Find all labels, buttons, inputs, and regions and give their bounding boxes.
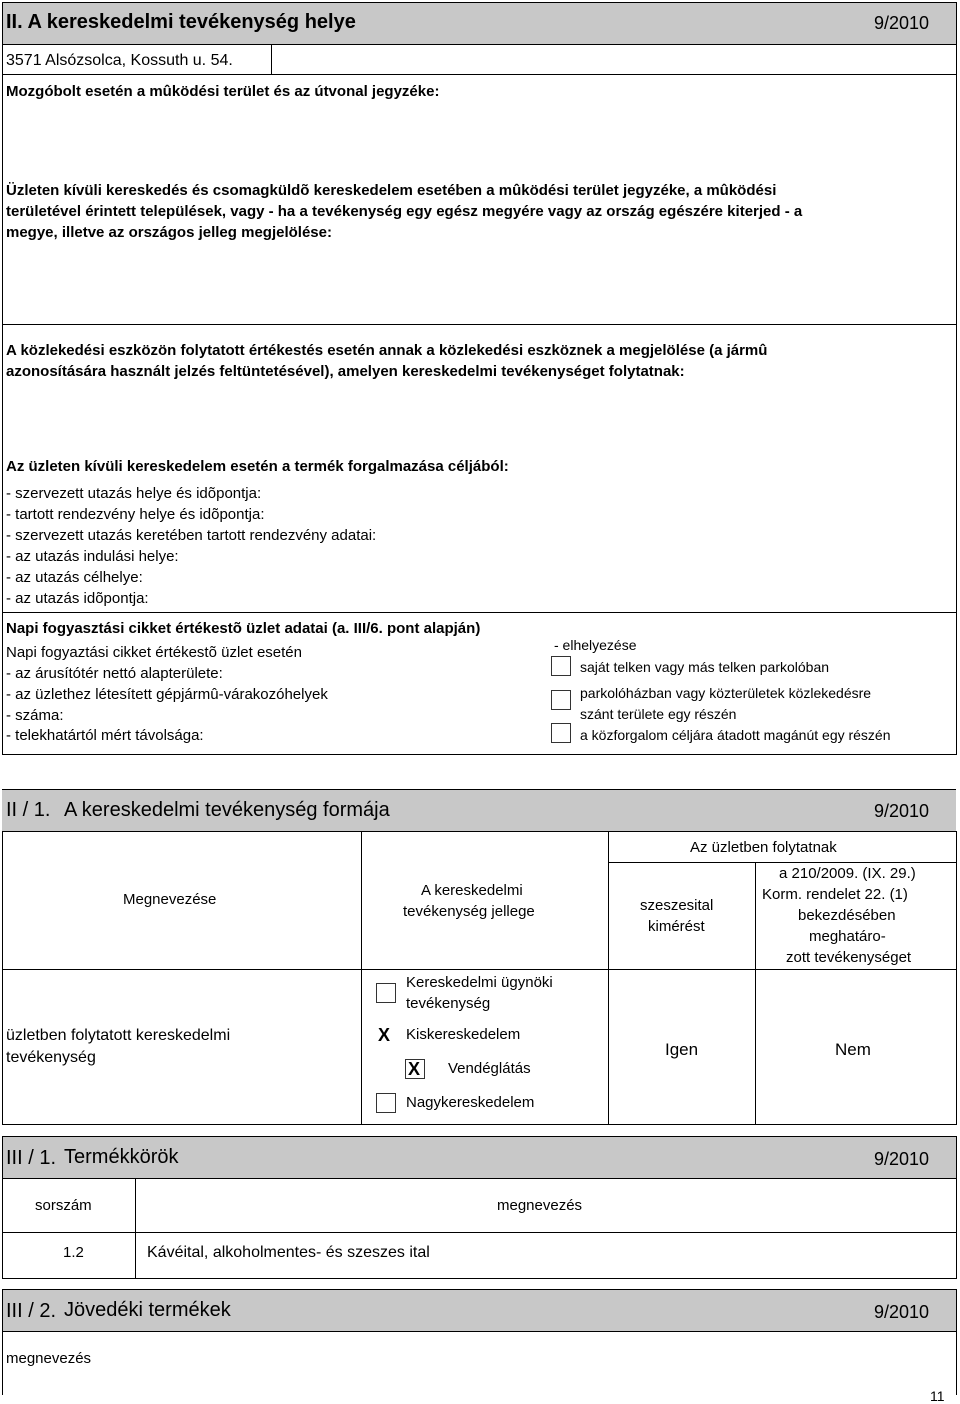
vehicle-line1: A közlekedési eszközön folytatott értékestés esetén annak a közlekedési eszköznek a megjelölése (a jármû xyxy=(6,342,768,359)
col-szeszesital-line1: szeszesital xyxy=(640,897,714,914)
section-31-date: 9/2010 xyxy=(874,1149,930,1169)
promo-item: - az utazás célhelye: xyxy=(6,569,143,586)
napi-item: - száma: xyxy=(6,707,64,724)
col-szeszesital-line2: kimérést xyxy=(648,918,705,935)
col-megnevezes: megnevezés xyxy=(497,1197,583,1214)
napi-item: - az árusítótér nettó alapterülete: xyxy=(6,665,223,682)
type-kisker-checkbox[interactable] xyxy=(376,1025,396,1045)
col-rendelet-line2: Korm. rendelet 22. (1) xyxy=(762,886,908,903)
option-own-plot-label: saját telken vagy más telken parkolóban xyxy=(580,659,830,675)
option-garage-label2: szánt területe egy részén xyxy=(580,706,737,722)
row-name-line2: tevékenység xyxy=(6,1049,96,1066)
promo-item: - tartott rendezvény helye és idõpontja: xyxy=(6,506,265,523)
col-rendelet-line1: a 210/2009. (IX. 29.) xyxy=(779,865,916,882)
section-21-date: 9/2010 xyxy=(874,801,930,821)
col-uzletben-folytatnak: Az üzletben folytatnak xyxy=(690,839,837,856)
promo-item: - szervezett utazás helye és idõpontja: xyxy=(6,485,262,502)
promo-item: - szervezett utazás keretében tartott rendezvény adatai: xyxy=(6,527,377,544)
option-garage-checkbox[interactable] xyxy=(551,690,571,710)
col-jelleg-line2: tevékenység jellege xyxy=(403,903,535,920)
x-mark: X xyxy=(408,1059,421,1079)
section-21-number: II / 1. xyxy=(6,799,51,821)
section-2-date: 9/2010 xyxy=(874,13,930,33)
mobile-label: Mozgóbolt esetén a mûködési terület és az útvonal jegyzéke: xyxy=(6,83,440,100)
section-32-title: Jövedéki termékek xyxy=(64,1299,231,1321)
type-nagyker-checkbox[interactable] xyxy=(376,1093,396,1113)
col-megnevezese: Megnevezése xyxy=(123,891,217,908)
option-own-plot-checkbox[interactable] xyxy=(551,656,571,676)
napi-item: - az üzlethez létesített gépjármû-várakozóhelyek xyxy=(6,686,328,703)
section-31-title: Termékkörök xyxy=(64,1146,179,1168)
type-ugynoki-line1: Kereskedelmi ügynöki xyxy=(406,974,553,991)
rendelet-value: Nem xyxy=(835,1040,871,1059)
section-31-number: III / 1. xyxy=(6,1147,57,1169)
col-rendelet-line5: zott tevékenységet xyxy=(786,949,912,966)
section-21-title: A kereskedelmi tevékenység formája xyxy=(64,799,390,821)
napi-item: - telekhatártól mért távolsága: xyxy=(6,727,204,744)
table-row-name: Kávéital, alkoholmentes- és szeszes ital xyxy=(147,1244,430,1261)
section-2-title: II. A kereskedelmi tevékenység helye xyxy=(6,11,356,33)
row-name-line1: üzletben folytatott kereskedelmi xyxy=(6,1027,231,1044)
address: 3571 Alsózsolca, Kossuth u. 54. xyxy=(6,52,233,69)
napi-title: Napi fogyasztási cikket értékestõ üzlet adatai (a. III/6. pont alapján) xyxy=(6,620,481,637)
col-megnevezes: megnevezés xyxy=(6,1350,92,1367)
type-vendeglatas-checkbox[interactable] xyxy=(405,1059,425,1079)
type-vendeglatas-label: Vendéglátás xyxy=(448,1060,531,1077)
col-rendelet-line4: meghatáro- xyxy=(809,928,886,945)
outside-trade-line3: megye, illetve az országos jelleg megjelölése: xyxy=(6,224,332,241)
type-ugynoki-checkbox[interactable] xyxy=(376,983,396,1003)
outside-trade-line1: Üzleten kívüli kereskedés és csomagküldõ kereskedelem esetében a mûködési terület jegyzéke, a mûködési xyxy=(6,182,777,199)
option-private-road-checkbox[interactable] xyxy=(551,723,571,743)
promo-item: - az utazás indulási helye: xyxy=(6,548,179,565)
type-kisker-label: Kiskereskedelem xyxy=(406,1026,521,1043)
section-32-number: III / 2. xyxy=(6,1300,57,1322)
col-sorszam: sorszám xyxy=(35,1197,92,1214)
szeszesital-value: Igen xyxy=(665,1040,699,1059)
option-garage-label1: parkolóházban vagy közterületek közlekedésre xyxy=(580,685,872,701)
page-number: 11 xyxy=(930,1388,945,1404)
outside-trade-line2: területével érintett települések, vagy - ha a tevékenység egy egész megyére vagy az ország egészére kiterjed - a xyxy=(6,203,803,220)
x-mark: X xyxy=(378,1025,391,1045)
promo-label: Az üzleten kívüli kereskedelem esetén a termék forgalmazása céljából: xyxy=(6,458,509,475)
elhelyezes-label: - elhelyezése xyxy=(554,637,637,653)
vehicle-line2: azonosítására használt jelzés feltüntetésével), amelyen kereskedelmi tevékenységet folytatnak: xyxy=(6,363,685,380)
col-jelleg-line1: A kereskedelmi xyxy=(421,882,523,899)
type-ugynoki-line2: tevékenység xyxy=(406,995,491,1012)
type-nagyker-label: Nagykereskedelem xyxy=(406,1094,535,1111)
section-32-date: 9/2010 xyxy=(874,1302,930,1322)
promo-item: - az utazás idõpontja: xyxy=(6,590,149,607)
col-rendelet-line3: bekezdésében xyxy=(798,907,896,924)
napi-item: Napi fogyaztási cikket értékestõ üzlet esetén xyxy=(6,644,302,661)
option-private-road-label: a közforgalom céljára átadott magánút egy részén xyxy=(580,727,891,743)
table-row-no: 1.2 xyxy=(63,1244,84,1261)
